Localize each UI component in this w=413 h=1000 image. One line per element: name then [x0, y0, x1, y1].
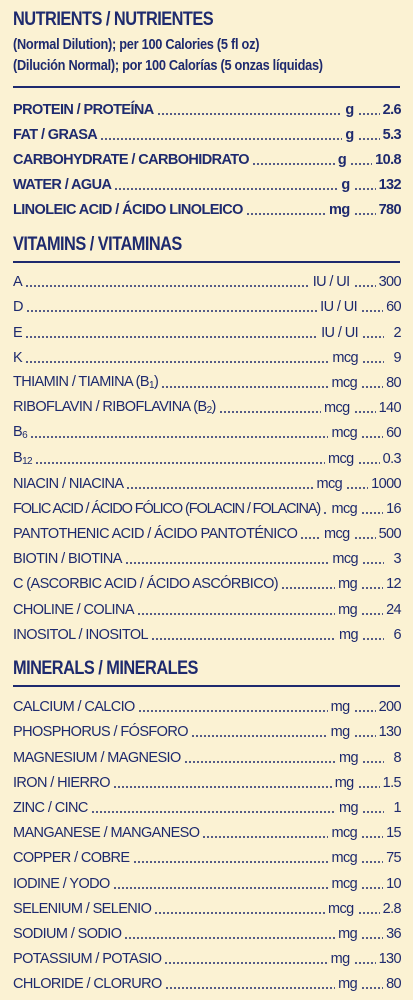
nutrient-value: 24: [386, 601, 401, 618]
nutrient-unit: IU / UI: [312, 274, 350, 291]
dot-leader: [202, 836, 328, 838]
nutrient-unit: mg: [338, 576, 358, 593]
dot-leader: [354, 537, 376, 539]
nutrient-name: CHOLINE / COLINA: [13, 601, 134, 618]
dot-leader: [362, 336, 384, 338]
nutrient-value: 130: [378, 951, 401, 968]
dot-leader: [358, 462, 380, 464]
dot-leader: [361, 987, 383, 989]
nutrient-row: [13, 441, 401, 466]
nutrient-unit: mg: [330, 724, 350, 741]
nutrient-unit: mcg: [331, 374, 358, 391]
nutrient-name: FOLIC ACID / ÁCIDO FÓLICO (FOLACIN / FOLACINA): [13, 500, 321, 517]
nutrient-value: 3: [393, 551, 401, 568]
minerals-list: [13, 690, 401, 992]
nutrient-row: [13, 841, 401, 866]
nutrient-value: 780: [378, 202, 401, 218]
nutrient-value: 80: [386, 976, 401, 993]
nutrient-value: 10.8: [375, 152, 401, 168]
nutrient-name: CHLORIDE / CLORURO: [13, 976, 162, 993]
dot-leader: [354, 962, 376, 964]
nutrient-row: [13, 942, 401, 967]
dot-leader: [361, 836, 383, 838]
nutrient-unit: mg: [339, 749, 358, 766]
nutrient-name: NIACIN / NIACINA: [13, 475, 124, 492]
vitamins-list: [13, 265, 401, 643]
dot-leader: [125, 562, 330, 564]
nutrient-name: LINOLEIC ACID / ÁCIDO LINOLEICO: [13, 202, 243, 218]
nutrient-value: 9: [393, 349, 401, 366]
nutrient-row: [13, 690, 401, 715]
subtitle-spanish: (Dilución Normal); por 100 Calorías (5 onzas líquidas): [13, 58, 323, 74]
nutrient-value: 500: [378, 526, 401, 543]
dot-leader: [137, 613, 335, 615]
nutrient-name: A: [13, 274, 23, 291]
nutrient-value: 6: [393, 626, 401, 643]
nutrient-name: CARBOHYDRATE / CARBOHIDRATO: [13, 152, 249, 168]
nutrient-unit: mcg: [324, 400, 350, 417]
nutrient-unit: mg: [330, 699, 350, 716]
dot-leader: [354, 188, 376, 190]
dot-leader: [164, 962, 327, 964]
nutrient-value: 12: [386, 576, 401, 593]
nutrient-unit: mcg: [332, 551, 358, 568]
nutrient-unit: g: [345, 102, 354, 118]
nutrient-unit: mg: [334, 774, 354, 791]
nutrient-row: [13, 416, 401, 441]
dot-leader: [113, 786, 332, 788]
divider: [13, 261, 400, 263]
dot-leader: [346, 487, 368, 489]
nutrient-name: PROTEIN / PROTEÍNA: [13, 102, 154, 118]
nutrient-value: 80: [386, 374, 401, 391]
nutrient-name: SODIUM / SODIO: [13, 925, 122, 942]
nutrient-unit: mcg: [331, 850, 358, 867]
nutrient-unit: mcg: [332, 349, 358, 366]
nutrient-row: [13, 290, 401, 315]
nutrient-name: MAGNESIUM / MAGNESIO: [13, 749, 181, 766]
dot-leader: [354, 710, 376, 712]
nutrient-row: [13, 118, 401, 143]
dot-leader: [161, 386, 328, 388]
dot-leader: [113, 887, 329, 889]
dot-leader: [157, 113, 343, 115]
dot-leader: [361, 386, 383, 388]
dot-leader: [354, 213, 376, 215]
dot-leader: [358, 786, 380, 788]
dot-leader: [362, 811, 384, 813]
nutrient-name: $B_{12}$: [13, 449, 33, 467]
dot-leader: [25, 336, 318, 338]
nutrient-row: [13, 567, 401, 592]
nutrient-value: 2.8: [382, 900, 401, 917]
dot-leader: [358, 138, 380, 140]
dot-leader: [362, 761, 384, 763]
nutrient-unit: mcg: [328, 900, 354, 917]
nutrient-unit: mcg: [331, 825, 358, 842]
dot-leader: [114, 188, 338, 190]
nutrient-unit: mcg: [316, 475, 343, 492]
nutrient-name: PANTOTHENIC ACID / ÁCIDO PANTOTÉNICO: [13, 526, 298, 543]
nutrient-value: 36: [386, 925, 401, 942]
nutrient-unit: mcg: [331, 425, 358, 442]
divider: [13, 86, 400, 88]
dot-leader: [361, 613, 383, 615]
nutrient-row: [13, 740, 401, 765]
nutrient-row: [13, 168, 401, 193]
nutrient-row: [13, 816, 401, 841]
nutrient-unit: mg: [338, 976, 358, 993]
nutrient-name: IRON / HIERRO: [13, 774, 110, 791]
dot-leader: [138, 710, 328, 712]
dot-leader: [281, 587, 335, 589]
nutrient-row: [13, 917, 401, 942]
nutrient-name: C (ASCORBIC ACID / ÁCIDO ASCÓRBICO): [13, 576, 279, 593]
nutrient-row: [13, 265, 401, 290]
nutrient-row: [13, 193, 401, 218]
nutrient-name: THIAMIN / TIAMINA $(B_1)$: [13, 373, 159, 391]
dot-leader: [100, 138, 342, 140]
nutrient-value: 8: [393, 749, 401, 766]
nutrient-row: [13, 592, 401, 617]
minerals-heading: MINERALS / MINERALES: [13, 658, 198, 679]
nutrient-name: E: [13, 324, 23, 341]
dot-leader: [300, 537, 321, 539]
nutrient-unit: IU / UI: [320, 299, 358, 316]
dot-leader: [354, 411, 376, 413]
nutrient-unit: g: [345, 127, 354, 143]
nutrient-value: 130: [378, 724, 401, 741]
nutrient-unit: mcg: [328, 450, 354, 467]
dot-leader: [362, 361, 384, 363]
dot-leader: [25, 285, 310, 287]
vitamins-heading: VITAMINS / VITAMINAS: [13, 234, 182, 255]
dot-leader: [252, 163, 335, 165]
dot-leader: [124, 937, 335, 939]
nutrient-unit: mg: [339, 626, 358, 643]
nutrient-name: FAT / GRASA: [13, 127, 98, 143]
nutrient-value: 200: [378, 699, 401, 716]
macronutrient-list: [13, 93, 401, 218]
nutrient-value: 10: [386, 875, 401, 892]
nutrient-unit: mg: [329, 202, 350, 218]
dot-leader: [354, 285, 376, 287]
nutrient-row: [13, 542, 401, 567]
dot-leader: [361, 310, 383, 312]
nutrient-row: [13, 492, 401, 517]
dot-leader: [354, 735, 376, 737]
dot-leader: [184, 761, 336, 763]
dot-leader: [362, 562, 384, 564]
nutrient-value: 5.3: [382, 127, 401, 143]
panel-title: NUTRIENTS / NUTRIENTES: [13, 9, 214, 30]
nutrient-unit: g: [341, 177, 350, 193]
nutrient-unit: mg: [330, 951, 350, 968]
dot-leader: [191, 735, 328, 737]
nutrient-value: 0.3: [382, 450, 401, 467]
nutrient-row: [13, 143, 401, 168]
nutrient-value: 15: [386, 825, 401, 842]
nutrient-row: [13, 391, 401, 416]
dot-leader: [25, 361, 329, 363]
nutrient-name: $B_6$: [13, 424, 28, 442]
nutrient-value: 2: [393, 324, 401, 341]
nutrient-name: COPPER / COBRE: [13, 850, 130, 867]
nutrient-name: CALCIUM / CALCIO: [13, 699, 135, 716]
dot-leader: [362, 638, 384, 640]
dot-leader: [358, 912, 380, 914]
dot-leader: [361, 887, 383, 889]
nutrient-row: [13, 866, 401, 891]
nutrient-value: 60: [386, 425, 401, 442]
nutrient-unit: mg: [339, 799, 358, 816]
nutrient-name: ZINC / CINC: [13, 799, 88, 816]
dot-leader: [361, 436, 383, 438]
nutrient-row: [13, 315, 401, 340]
nutrient-row: [13, 341, 401, 366]
nutrient-row: [13, 766, 401, 791]
nutrient-unit: mcg: [331, 500, 358, 517]
nutrient-value: 1000: [371, 475, 401, 492]
nutrient-unit: mcg: [331, 875, 358, 892]
nutrient-value: 60: [386, 299, 401, 316]
nutrient-name: WATER / AGUA: [13, 177, 112, 193]
dot-leader: [323, 512, 328, 514]
dot-leader: [35, 462, 325, 464]
nutrient-row: [13, 618, 401, 643]
nutrient-name: D: [13, 299, 23, 316]
dot-leader: [358, 113, 380, 115]
dot-leader: [26, 310, 317, 312]
nutrient-row: [13, 366, 401, 391]
nutrient-name: K: [13, 349, 23, 366]
nutrient-row: [13, 715, 401, 740]
nutrient-row: [13, 791, 401, 816]
dot-leader: [246, 213, 326, 215]
nutrient-name: SELENIUM / SELENIO: [13, 900, 152, 917]
nutrient-name: RIBOFLAVIN / RIBOFLAVINA $(B_2)$: [13, 399, 216, 417]
dot-leader: [154, 912, 325, 914]
nutrient-unit: mg: [338, 925, 358, 942]
nutrient-row: [13, 467, 401, 492]
nutrient-unit: mcg: [324, 526, 350, 543]
dot-leader: [361, 512, 383, 514]
nutrient-name: IODINE / YODO: [13, 875, 110, 892]
dot-leader: [361, 861, 383, 863]
nutrient-value: 132: [378, 177, 401, 193]
nutrient-unit: mg: [338, 601, 358, 618]
dot-leader: [350, 163, 372, 165]
dot-leader: [126, 487, 313, 489]
dot-leader: [133, 861, 329, 863]
nutrient-name: BIOTIN / BIOTINA: [13, 551, 122, 568]
dot-leader: [165, 987, 335, 989]
nutrient-value: 1: [393, 799, 401, 816]
nutrient-value: 16: [386, 500, 401, 517]
dot-leader: [361, 587, 383, 589]
divider: [13, 685, 400, 687]
nutrient-name: INOSITOL / INOSITOL: [13, 626, 148, 643]
dot-leader: [91, 811, 336, 813]
nutrient-value: 1.5: [382, 774, 401, 791]
dot-leader: [151, 638, 336, 640]
nutrient-row: [13, 517, 401, 542]
nutrient-name: PHOSPHORUS / FÓSFORO: [13, 724, 188, 741]
dot-leader: [219, 411, 321, 413]
nutrient-value: 300: [378, 274, 401, 291]
nutrient-row: [13, 93, 401, 118]
dot-leader: [30, 436, 328, 438]
nutrient-name: POTASSIUM / POTASIO: [13, 951, 162, 968]
nutrient-row: [13, 892, 401, 917]
dot-leader: [361, 937, 383, 939]
nutrient-unit: g: [337, 152, 347, 168]
nutrient-unit: IU / UI: [321, 324, 358, 341]
nutrient-name: MANGANESE / MANGANESO: [13, 825, 200, 842]
nutrient-value: 140: [378, 400, 401, 417]
nutrient-row: [13, 967, 401, 992]
nutrient-value: 75: [386, 850, 401, 867]
nutrient-value: 2.6: [382, 102, 401, 118]
subtitle-english: (Normal Dilution); per 100 Calories (5 fl oz): [13, 37, 260, 53]
